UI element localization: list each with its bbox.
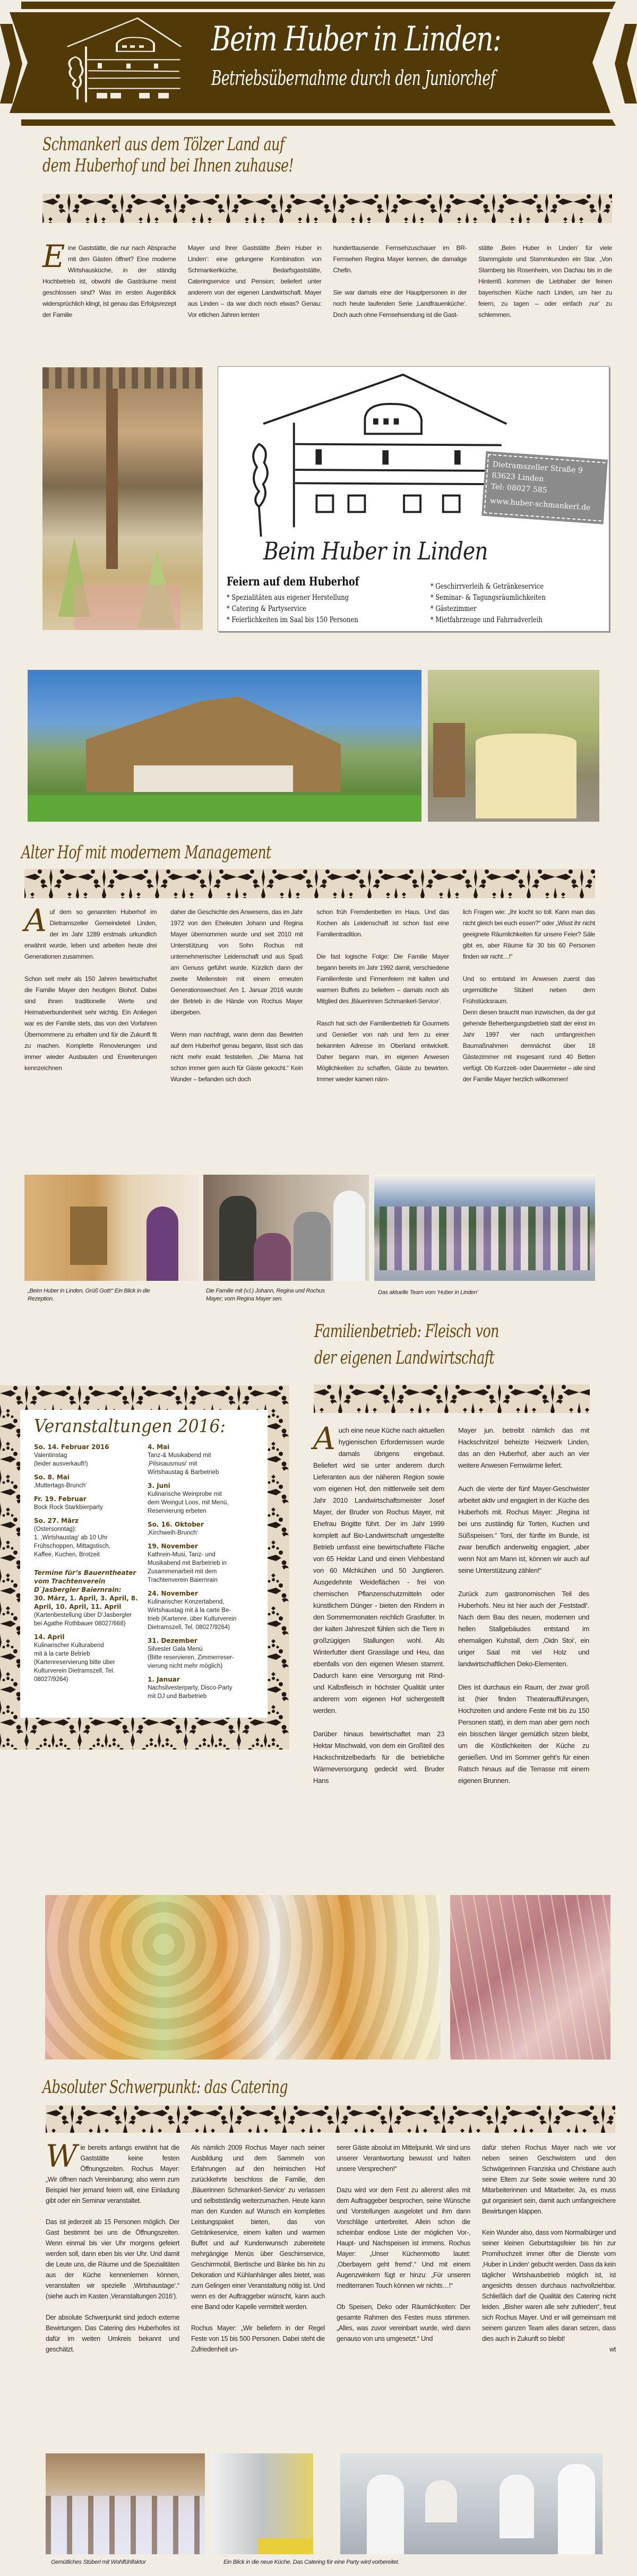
address-tag bbox=[481, 451, 608, 524]
paragraph: lich Fragen wie: „Ihr kocht so toll. Kann man das nicht gleich bei euch essen?“ oder „Wisst ihr nicht geeignete Räumlichkeiten für unsere Feier? Säle gibt es, aber Räume für 30 bis 60 Personen finden wir nicht…!“ bbox=[462, 908, 595, 960]
paragraph: Mayer und Ihrer Gaststätte ‚Beim Huber in Linden‘: eine gelungene Kombination von Schmankerlküche, Bedarfsgaststätte, Cateringservice und Pension; beliefert unter anderem von der eigenen Landwirtschaft. Mayer aus Linden – da war doch noch etwas? Genau: Vor etlichen Jahren lernten bbox=[187, 244, 322, 318]
event-desc: Kulinarische Weinprobe mit bbox=[148, 1491, 222, 1497]
event-date: So. 16. Oktober bbox=[148, 1521, 204, 1528]
ad-service-item: * Geschirrverleih & Getränkeservice bbox=[431, 581, 546, 592]
section4-col-4 bbox=[482, 2142, 616, 2355]
section2-col-4 bbox=[463, 907, 595, 1085]
section3-columns bbox=[313, 1420, 589, 1787]
caption-stueberl: Gemütliches Stüberl mit Wohlfühlfaktor bbox=[51, 2559, 146, 2565]
event-item bbox=[148, 1520, 256, 1537]
photo-kitchen-cook bbox=[210, 2453, 313, 2554]
event-date: 14. April bbox=[34, 1633, 65, 1641]
section4-col-1 bbox=[46, 2138, 179, 2355]
paragraph: Schon seit mehr als 150 Jahren bewirtschaftet die Familie Mayer den heutigen Biohof. Dabei sind ihnen traditionelle Werte und Heimatverbundenheit sehr wichtig. Ein Anliegen war es der Familie stets, das von den Vorfahren Übernommene zu erhalten und für die Zukunft fit zu machen. Komplette Renovierungen und immer wieder Ausbauten und Erweiterungen kennzeichnen bbox=[24, 975, 157, 1072]
event-desc: dem Weingut Loos, mit Menü, bbox=[148, 1500, 229, 1506]
event-desc: ‚Muttertags-Brunch‘ bbox=[34, 1483, 87, 1489]
paragraph: Denn diesen braucht man inzwischen, da der gut gehende Beherbergungsbetrieb statt der einst im Jahr 1997 vier nach umfangreichen Baumaßnahmen demnächst über 18 Gästezimmer mit insgesamt rund 40 Betten verfügt. Ob Kurzzeit- oder Dauermieter – alle sind der Familie Mayer herzlich willkommen! bbox=[462, 1009, 595, 1083]
paragraph: ine Gaststätte, die nur nach Absprache mit den Gästen öffnet? Eine moderne Wirtshausküche, in der ständig Hochbetrieb ist, obwohl die Gasträume meist geschlossen sind? Was im ersten Augenblick widersprüchlich klingt, ist genau das Erfolgsrezept der Familie bbox=[42, 244, 176, 318]
event-desc: (leider ausverkauft!) bbox=[34, 1461, 88, 1467]
photo-team bbox=[374, 1175, 595, 1281]
paragraph: Dazu wird vor dem Fest zu allererst alles mit dem Auftraggeber besprochen, seine Wünsche und Vorstellungen ausgelotet und ihm dann Vorschläge unterbreitet. Allein schon die scheinbar endlose Liste der möglichen Vor-, Haupt- und Nachspeisen ist immens. Rochus Mayer: „Unser Küchenmotto lautet: ‚Oberbayern geht fremd‘.“ Und mit einem Augenzwinkern fügt er hinzu: „Für unseren mediterranen Touch können wir nichts…!“ bbox=[337, 2186, 470, 2289]
photo-family bbox=[203, 1175, 369, 1281]
paragraph: Auch die vierte der fünf Mayer-Geschwister arbeitet aktiv und engagiert in der Küche des Huberhofs mit. Rochus Mayer: „Regina ist bei uns zuständig für Torten, Kuchen und Süßspeisen.“ Toni, der fünfte im Bunde, ist zwar beruflich anderweitig engagiert, „aber wenn Not am Mann ist, können wir auch auf seine Unterstützung zählen!“ bbox=[458, 1485, 589, 1574]
event-desc: Kathrein-Musi, Tanz- und bbox=[148, 1552, 216, 1558]
event-item bbox=[34, 1517, 140, 1559]
event-desc: Kulinarischer Konzertabend, bbox=[148, 1599, 225, 1605]
ad-services-right bbox=[431, 581, 546, 626]
event-desc: Kulinarischer Kulturabend bbox=[34, 1642, 104, 1649]
paragraph: Darüber hinaus bewirtschaftet man 23 Hektar Mischwald, von dem ein Großteil des Hackschnitzelbedarfs für die betriebliche Wärmeversorgung gedeckt wird. Bruder Hans bbox=[313, 1730, 444, 1785]
event-desc: Wirtshaustag & Barbetrieb bbox=[148, 1469, 219, 1476]
section1-col-1 bbox=[42, 238, 176, 321]
event-desc: Nachsilvesterparty, Disco-Party bbox=[148, 1685, 233, 1691]
author-signature: wt bbox=[609, 2346, 616, 2353]
ornament-band bbox=[42, 194, 612, 223]
caption-kitchen: Ein Blick in die neue Küche. Das Catering für eine Party wird vorbereitet. bbox=[223, 2559, 400, 2565]
paragraph: ie bereits anfangs erwähnt hat die Gaststätte keine festen Öffnungszeiten. Rochus Mayer: „Wir öffnen nach Vereinbarung; also wenn zum Beispiel hier jemand feiern will, eine Einladung gibt oder ein Seminar veranstaltet. bbox=[46, 2144, 179, 2204]
ornament-band bbox=[46, 2105, 615, 2133]
dropcap: A bbox=[24, 902, 47, 938]
event-item bbox=[148, 1675, 256, 1701]
banner-top-stripe bbox=[21, 2, 616, 9]
event-item bbox=[148, 1443, 256, 1477]
section1-col-4 bbox=[478, 243, 612, 321]
paragraph: Der absolute Schwerpunkt sind jedoch externe Bewirtungen. Das Catering des Huberhofes ist dafür im weiten Umkreis bekannt und geschätzt. bbox=[46, 2314, 179, 2353]
ornament-band bbox=[24, 869, 595, 898]
phone-number: Tel: 08027 585 bbox=[490, 482, 548, 495]
events-col-right bbox=[148, 1443, 256, 1705]
caption-team: Das aktuelle Team vom ‘Huber in Linden’ bbox=[378, 1289, 478, 1296]
ornament-band bbox=[314, 1384, 590, 1413]
event-date: 31. Dezember bbox=[148, 1637, 197, 1644]
event-item bbox=[34, 1495, 140, 1512]
section2-col-3 bbox=[317, 907, 449, 1085]
event-desc: Kulturverein Dietramszell, Tel. bbox=[34, 1668, 115, 1674]
event-item bbox=[34, 1633, 140, 1684]
section1-heading-line1: Schmankerl aus dem Tölzer Land auf bbox=[42, 134, 285, 155]
section1-columns bbox=[42, 238, 612, 321]
paragraph: dafür stehen Rochus Mayer nach wie vor neben seinen Geschwistern und den Schwägerinnen Franziska und Christiane auch seine Eltern zur Seite sowie weitere rund 30 Mitarbeiterinnen und Mitarbeiter. Ja, es muss gut organisiert sein, damit auch umfangreichere Bewirtungen klappen. bbox=[482, 2144, 616, 2215]
event-desc: Silvester Gala Menü bbox=[148, 1646, 203, 1652]
event-desc: (Bitte reservieren, Zimmerreser- bbox=[148, 1655, 234, 1661]
event-item bbox=[148, 1481, 256, 1515]
section2-col-1 bbox=[24, 902, 157, 1085]
ad-script-name: Beim Huber in Linden bbox=[263, 537, 488, 565]
section2-columns bbox=[24, 902, 595, 1085]
ad-service-item: * Spezialitäten aus eigener Herstellung bbox=[227, 592, 358, 604]
paragraph: uf dem so genannten Huberhof im Dietramszeller Gemeindeteil Linden, der im Jahr 1289 erstmals urkundlich erwähnt wurde, leben und arbeiten heute drei Generationen zusammen. bbox=[24, 908, 157, 960]
event-desc: Reservierung erbeten bbox=[148, 1508, 206, 1514]
paragraph: schon früh Fremdenbetten im Haus. Und das Kochen als Leidenschaft ist schon fast eine Familientradition. bbox=[316, 908, 449, 938]
caption-reception: „Beim Huber in Linden, Grüß Gott!“ Ein Blick in die Rezeption. bbox=[28, 1288, 150, 1302]
caption-family: Die Familie mit (v.l.) Johann, Regina und Rochus Mayer; vorn Regina Mayer sen. bbox=[206, 1288, 325, 1302]
paragraph: Als nämlich 2009 Rochus Mayer nach seiner Ausbildung und dem Sammeln von Erfahrungen auf den heimischen Hof zurückkehrte beschloss die Familie, den ‚Bäuerinnen Schmankerl-Service‘ zu verlassen und selbstständig weiterzumachen. Heute kann man den Kunden auf Wunsch ein komplettes Leistungspaket bieten, das von Getränkeservice, einem kalten und warmen Buffet und auf Kundenwunsch zubereitete mehrgängige Menüs über Geschirrservice, Geschirrmobil, Biertische und Bänke bis hin zu Dekoration und Kühlanhänger alles bietet, was zum Gelingen einer Veranstaltung nötig ist. Und wenn es der Auftraggeber wünscht, kann auch eine Band oder Kapelle vermittelt werden. bbox=[191, 2144, 325, 2311]
event-item bbox=[34, 1443, 140, 1468]
event-desc: (Kartenreservierung bitte über bbox=[34, 1659, 115, 1666]
paragraph: serer Gäste absolut im Mittelpunkt. Wir sind uns unserer Verantwortung bewusst und halten unsere Versprechen!“ bbox=[337, 2144, 470, 2173]
page-subtitle: Betriebsübernahme durch den Juniorchef bbox=[211, 66, 495, 90]
paragraph: Mayer jun. betreibt nämlich das mit Hackschnitzel beheizte Heizwerk Linden, das an den Huberhof, aber auch an vier weitere Anwesen Fernwärme liefert. bbox=[458, 1426, 589, 1469]
dropcap: E bbox=[42, 238, 65, 274]
house-sketch-icon bbox=[234, 372, 510, 537]
event-desc: Bock Rock Starkbierparty bbox=[34, 1504, 103, 1511]
paragraph: Und so entstand im Anwesen zuerst das urgemütliche Stüberl neben dem Frühstücksraum. bbox=[462, 975, 595, 1005]
event-item-theater bbox=[34, 1569, 140, 1628]
event-date: 19. November bbox=[148, 1543, 198, 1550]
paragraph: uch eine neue Küche nach aktuellen hygienischen Erfordernissen wurde damals übrigens eingebaut. Beliefert wird sie unter anderem durch Lieferanten aus der näheren Region sowie vom eigenen Hof, den mittlerweile seit dem Jahr 2010 Landwirtschaftsmeister Josef Mayer, der Bruder von Rochus Mayer, mit Ehefrau Brigitte führt. Der im Jahr 1999 komplett auf Bio-Landwirtschaft umgestellte Betrieb umfasst eine bewirtschaftete Fläche von 65 Hektar Land und einen Viehbestand von 60 Milchkühen und 50 Jungtieren. Ausgedehnte Weideflächen - frei von chemischen Pflanzenschutzmitteln oder künstlichem Dünger - bieten den Rindern in den Sommermonaten reichlich Grasfutter. In der kalten Jahreszeit fühlen sich die Tiere in großzügigen Stallungen wohl. Als Winterfutter dient Grassilage und Heu, das ebenfalls von den eigenen Wiesen stammt. Dadurch kann eine Versorgung mit Rind- und Kalbsfleisch in höchster Qualität unter anderem vom eigenen Hof sichergestellt werden. bbox=[313, 1426, 445, 1715]
event-date: So. 14. Februar 2016 bbox=[34, 1443, 109, 1451]
ad-service-item: * Catering & Partyservice bbox=[227, 604, 358, 615]
banner-chevron-right bbox=[615, 24, 637, 104]
paragraph: Die fast logische Folge: Die Familie Mayer begann bereits im Jahr 1992 damit, verschiedene Familienfeste und Firmenfeiern mit kalten und warmen Buffets zu beliefern – damals noch als Mitglied des ‚Bäuerinnen Schmankerl-Service‘. bbox=[316, 953, 449, 1005]
theater-dates: 30. März, 1. April, 3. April, 8. April, 10. April, 11. April bbox=[34, 1595, 138, 1610]
event-desc: Dietramszell, Tel. 08027/9264) bbox=[148, 1624, 230, 1631]
photo-bacon-rolls bbox=[450, 1895, 610, 2060]
event-date: 24. November bbox=[148, 1590, 198, 1597]
paragraph: hunderttausende Fernsehzuschauer im BR-Fernsehen Regina Mayer kennen, die damalige Chefin. bbox=[333, 244, 467, 274]
ad-service-item: * Feierlichkeiten im Saal bis 150 Personen bbox=[227, 615, 358, 626]
website-link[interactable]: www.huber-schmankerl.de bbox=[489, 496, 591, 512]
event-desc: Trachtenverein Baiernrain bbox=[148, 1577, 218, 1583]
page-title: Beim Huber in Linden: bbox=[211, 20, 501, 59]
ad-heading: Feiern auf dem Huberhof bbox=[227, 575, 359, 589]
events-col-left bbox=[34, 1443, 140, 1705]
paragraph: Das ist jederzeit ab 15 Personen möglich. Der Gast bestimmt bei uns die Öffnungszeiten. Wenn einmal bis vier Uhr morgens gefeiert werden soll, dann eben bis vier Uhr. Und damit die Leute uns, die Räume und die Spezialitäten aus der Küche kennenlernen können, veranstalten wir spezielle ‚Wirtshaustage‘.“ (siehe auch im Kasten ‚Veranstaltungen 2016‘). bbox=[46, 2218, 179, 2300]
section3-heading-line1: Familienbetrieb: Fleisch von bbox=[314, 1321, 499, 1342]
event-date: 1. Januar bbox=[148, 1676, 180, 1683]
paragraph: Sie war damals eine der Hauptpersonen in der noch heute laufenden Serie ‚Landfrauenküche‘. Doch auch ohne Fernsehsendung ist die Gast- bbox=[333, 289, 467, 318]
paragraph: Zurück zum gastronomischen Teil des Huberhofs. Neu ist hier auch der ‚Feststadl‘. Nach dem Bau des neuen, modernen und hellen Stallgebäudes entstand im ehemaligen Kuhstall, dem ‚Oidn Stoi‘, ein uriger Saal mit viel Holz und landwirtschaftlichen Deko-Elementen. bbox=[458, 1590, 589, 1668]
event-desc: Musikabend mit Barbetrieb in bbox=[148, 1560, 227, 1566]
event-desc: vierung nicht mehr möglich) bbox=[148, 1663, 223, 1669]
event-desc: (Ostersonntag): bbox=[34, 1526, 76, 1532]
paragraph: daher die Geschichte des Anwesens, das im Jahr 1972 von den Eheleuten Johann und Regina Mayer übernommen wurde und seit 2010 mit Unterstützung von Sohn Rochus mit unternehmerischer Leidenschaft und aus Spaß am Genuss geführt wurde. Kürzlich dann der zweite Meilenstein mit einem erneuten Generationswechsel: Am 1. Januar 2016 wurde der Betrieb in die Hände von Rochus Mayer übergeben. bbox=[170, 908, 303, 1016]
paragraph: Ob Speisen, Deko oder Räumlichkeiten: Der gesamte Rahmen des Festes muss stimmen. „Alles, was zuvor vereinbart wurde, wird dann genauso von uns umgesetzt.“ Und bbox=[337, 2303, 470, 2342]
theater-desc: (Kartenbestellung über D‘Jasbergler bei Agathe Rothbauer 08027/668) bbox=[34, 1612, 132, 1627]
event-item bbox=[148, 1589, 256, 1632]
photo-garden-table bbox=[428, 670, 599, 822]
event-desc: Zusammenarbeit mit dem bbox=[148, 1569, 217, 1575]
events-box bbox=[20, 1410, 268, 1718]
ad-service-item: * Gästezimmer bbox=[431, 604, 546, 615]
section4-heading: Absoluter Schwerpunkt: das Catering bbox=[42, 2077, 288, 2098]
event-desc: ‚Pilsisausmusi‘ mit bbox=[148, 1461, 197, 1467]
photo-farmhouse bbox=[28, 670, 421, 822]
paragraph: Rochus Mayer: „Wir beliefern in der Regel Feste von 15 bis 500 Personen. Dabei steht die Zufriedenheit un- bbox=[191, 2324, 325, 2353]
photo-catering-buffet bbox=[45, 1895, 441, 2060]
ad-services-left bbox=[227, 592, 358, 626]
ad-service-item: * Mietfahrzeuge und Fahrradverleih bbox=[431, 615, 546, 626]
event-desc: 1. ‚Wirtshaustag‘ ab 10 Uhr bbox=[34, 1535, 108, 1541]
paragraph: Wenn man nachfragt, wann denn das Bewirten auf dem Huberhof genau begann, lässt sich das nicht mehr exakt feststellen. „Die Mama hat schon immer gern auch für Gäste gekocht.“ Kein Wunder – befanden sich doch bbox=[170, 1031, 303, 1083]
address-street: Dietramszeller Straße 9 bbox=[492, 460, 583, 475]
photo-reception bbox=[24, 1175, 199, 1281]
photo-festive-hall bbox=[42, 367, 203, 630]
event-item bbox=[34, 1473, 140, 1490]
section1-col-3 bbox=[333, 243, 467, 321]
section4-columns bbox=[46, 2138, 616, 2355]
section4-col-2 bbox=[191, 2142, 325, 2355]
event-desc: 08027/9264) bbox=[34, 1676, 68, 1683]
event-date: 3. Juni bbox=[148, 1482, 170, 1489]
event-date: 4. Mai bbox=[148, 1443, 170, 1451]
paragraph: Rasch hat sich der Familienbetrieb für Gourmets und Genießer von nah und fern zu einer bekannten Adresse im Oberland entwickelt. Daher begann man, im eigenen Anwesen Möglichkeiten zu schaffen, Gäste zu bewirten. Immer wieder kamen näm- bbox=[316, 1020, 449, 1083]
section4-col-3 bbox=[337, 2142, 470, 2355]
section2-heading: Alter Hof mit modernem Management bbox=[21, 842, 271, 863]
advertisement-box bbox=[218, 366, 609, 632]
section3-col-1 bbox=[313, 1420, 445, 1787]
event-desc: Valentinstag bbox=[34, 1452, 67, 1459]
dropcap: W bbox=[46, 2138, 78, 2174]
section2-col-2 bbox=[170, 907, 303, 1085]
event-desc: Wirtshaustag mit à la carte Be- bbox=[148, 1607, 231, 1614]
address-city: 83623 Linden bbox=[491, 471, 544, 484]
photo-stueberl bbox=[46, 2453, 205, 2554]
event-item bbox=[148, 1542, 256, 1584]
house-logo-icon bbox=[59, 16, 187, 111]
event-desc: trieb (Kartenre. über Kulturverein bbox=[148, 1616, 237, 1622]
paragraph: Kein Wunder also, dass vom Normalbürger und seiner kleinen Geburtstagsfeier bis hin zur Promihochzeit immer öfter die Dienste vom ‚Huber in Linden‘ gebucht werden. Dass da kein täglicher Wirtshausbetrieb möglich ist, ist angesichts dessen durchaus nachvollziehbar. Schließlich darf die Qualität des Catering nicht leiden. „Bisher waren alle sehr zufrieden“, freut sich Rochus Mayer. Und er will gemeinsam mit seinem ganzen Team alles daran setzen, dass dies auch in Zukunft so bleibt! bbox=[482, 2229, 616, 2342]
event-desc: Kaffee, Kuchen, Brotzeit bbox=[34, 1552, 100, 1558]
dropcap: A bbox=[313, 1420, 335, 1457]
photo-kitchen-team bbox=[340, 2453, 602, 2554]
section3-col-2 bbox=[458, 1425, 589, 1787]
event-desc: mit DJ und Barbetrieb bbox=[148, 1693, 207, 1700]
section3-heading-line2: der eigenen Landwirtschaft bbox=[314, 1347, 494, 1368]
section1-col-2 bbox=[188, 243, 322, 321]
section1-heading-line2: dem Huberhof und bei Ihnen zuhause! bbox=[42, 155, 294, 176]
event-date: So. 8. Mai bbox=[34, 1474, 70, 1481]
event-date: Fr. 19. Februar bbox=[34, 1495, 87, 1503]
events-title: Veranstaltungen 2016: bbox=[34, 1416, 226, 1437]
ad-service-item: * Seminar- & Tagungsräumlichkeiten bbox=[431, 592, 546, 604]
event-desc: mit à la carte Betrieb bbox=[34, 1651, 90, 1657]
event-desc: Frühschoppen, Mittagstisch, bbox=[34, 1543, 110, 1549]
event-date: So. 27. März bbox=[34, 1517, 79, 1524]
banner-bottom-stripe bbox=[21, 119, 616, 126]
paragraph: Dies ist durchaus ein Raum, der zwar groß ist (hier finden Theateraufführungen, Hochzeiten und andere Feste mit bis zu 150 Personen statt), in dem man aber gern noch ein bisschen länger gemütlich sitzen bleibt, um die Köstlichkeiten der Küche zu genießen. Und im Sommer geht’s für einen Ratsch hinaus auf die Terrasse mit einem eigenen Brunnen. bbox=[458, 1683, 589, 1785]
event-item bbox=[148, 1636, 256, 1670]
event-desc: ‚Kirchweih-Brunch‘ bbox=[148, 1530, 199, 1536]
paragraph: stätte ‚Beim Huber in Linden‘ für viele Stammgäste und Stammkunden ein Star. „Von Starnberg bis Rosenheim, von Dachau bis in die Hinterriß kommen die Liebhaber der feinen bayerischen Küche nach Linden, um hier zu feiern, zu tagen – oder einfach ‚nur‘ zu schlemmen. bbox=[478, 244, 612, 318]
event-desc: Tanz-& Musikabend mit bbox=[148, 1452, 211, 1459]
theater-intro: Termine für‘s Bauerntheater vom Trachtenverein D`Jasbergler Baiernrain: bbox=[34, 1569, 136, 1593]
